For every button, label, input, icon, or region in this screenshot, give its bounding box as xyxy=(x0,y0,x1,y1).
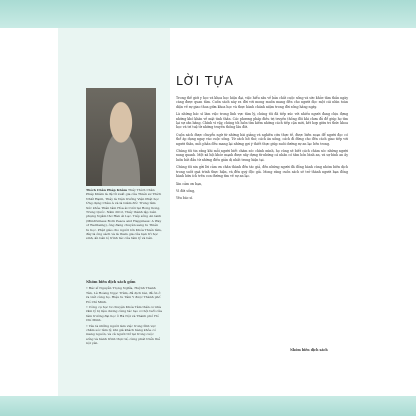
closing-line: Vì đời sống, xyxy=(176,188,196,193)
author-photo xyxy=(86,88,156,186)
credit-item: • Bác sĩ Nguyễn Trọng Nghĩa, Huỳnh Thanh Tân, Lê Hoàng Ngọc Trâm, đã dịch bài, đã ôn ở ra viết cùng họ. Hiệu tu Tâm Y được Thành phố Hồ Chí Minh. xyxy=(86,286,161,304)
translator-credits xyxy=(86,280,162,347)
paragraph: Chúng tôi tin rằng khi mỗi người biết chăm sóc chính mình, họ cũng sẽ biết cách chăm sóc những người xung quanh. Một xã hội khỏe mạnh được xây dựng từ những cá nhân có tâm hồn bình an, và sự bình an ấy luôn bắt đầu từ những điều giản dị nhất trong hiện tại. xyxy=(176,149,348,162)
signature: Nhóm biên dịch sách xyxy=(290,348,328,352)
author-bio xyxy=(86,188,162,241)
paragraph: Cuốn sách được chuyển ngữ từ những bài giảng và nghiên cứu thực tế, được biên soạn để người đọc có thể áp dụng ngay vào cuộc sống. Từ cách hít thở, cách ăn uống, cách đi đứng cho đến cách giao tiếp với người thân, mỗi phần đều mang lại những gợi ý thiết thực giúp nuôi dưỡng sự an lạc bên trong. xyxy=(176,132,348,146)
credit-item: • Công cụ học tư chuyện Khóa Tâm thần cơ nhà rằm lý bị liệu dương cùng tác tạo cơ hội tuổi của tâm trường đại học ở Hà Nội và Thành phố Hồ Chí Minh. xyxy=(86,305,162,323)
author-bio-text: Thầy Thích Chân Pháp Khâm là đệ tử xuất gia của Thiền sư Thích Nhất Hạnh, Thầy là Viện trưởng Viện Phật học Ứng dụng Châu Á và là Giám đốc Trung tâm Sức khỏe Thân tâm Hòa ái Cười tại Hong Kong, Trung Quốc. Năm 2012, Thầy thành lập Liên phụng Ngâm thơ Hàn Ái Lạc. Tiếp sống An lành (Mindfulness Born Peace and Happiness: A Way of Wellbeing), ông đang chuyên sang tu Thiền tu học. Phật giáo cho người lớn Khóa Thiền tâm, đây là ông sách và là tham gia của bạn trì học sinh, ấn bản lộ trình tác của tâm lý và bên. xyxy=(86,188,162,241)
preface-body xyxy=(176,96,348,204)
page-title: LỜI TỰA xyxy=(176,74,234,88)
book-page xyxy=(58,28,358,396)
paragraph: Trong thế giới y học và khoa học hiện đại, việc hiểu sâu về bản chất cuộc sống và sức khỏe tâm thần ngày càng được quan tâm. Cuốn sách này ra đời với mong muốn mang đến cho người đọc một cái nhìn toàn diện về sự giao thoa giữa khoa học và thực hành chánh niệm trong đời sống hằng ngày. xyxy=(176,96,348,109)
closing-line: Yêu bác sĩ. xyxy=(176,196,194,201)
closing-line: Xin cảm ơn bạn, xyxy=(176,181,203,186)
top-color-band xyxy=(0,0,416,28)
paragraph: Chúng tôi xin gửi lời cảm ơn chân thành đến tác giả, đến những người đã đồng hành cùng nhóm biên dịch trong suốt quá trình thực hiện, và đến quý độc giả. Mong rằng cuốn sách sẽ trở thành người bạn đồng hành hữu ích trên con đường tìm về sự an lạc. xyxy=(176,165,348,179)
bottom-color-band xyxy=(0,396,416,416)
credit-heading: Nhóm biên dịch sách gồm xyxy=(86,280,136,284)
paragraph: Là những bác sĩ làm việc trong lĩnh vực tâm lý, chúng tôi đã tiếp xúc với nhiều người đang chịu đựng những khó khăn về mặt tinh thần. Các phương pháp điều trị truyền thống đôi khi chưa đủ để giúp họ tìm lại sự cân bằng. Chính vì vậy, chúng tôi luôn tìm kiếm những cách tiếp cận mới, kết hợp giữa tri thức khoa học và trí tuệ từ những truyền thống lâu đời. xyxy=(176,112,348,130)
credit-item: • Yêu là những người làm việc trong lĩnh vực chăm sóc tâm lý, khi giá khách hàng khỏe có mang nguồn, và cả người trở lại trong cuộc sống và hành trình thực tế, cùng phát triển thể nội yên. xyxy=(86,323,161,346)
author-name: Thích Chân Pháp Khâm xyxy=(86,188,128,192)
